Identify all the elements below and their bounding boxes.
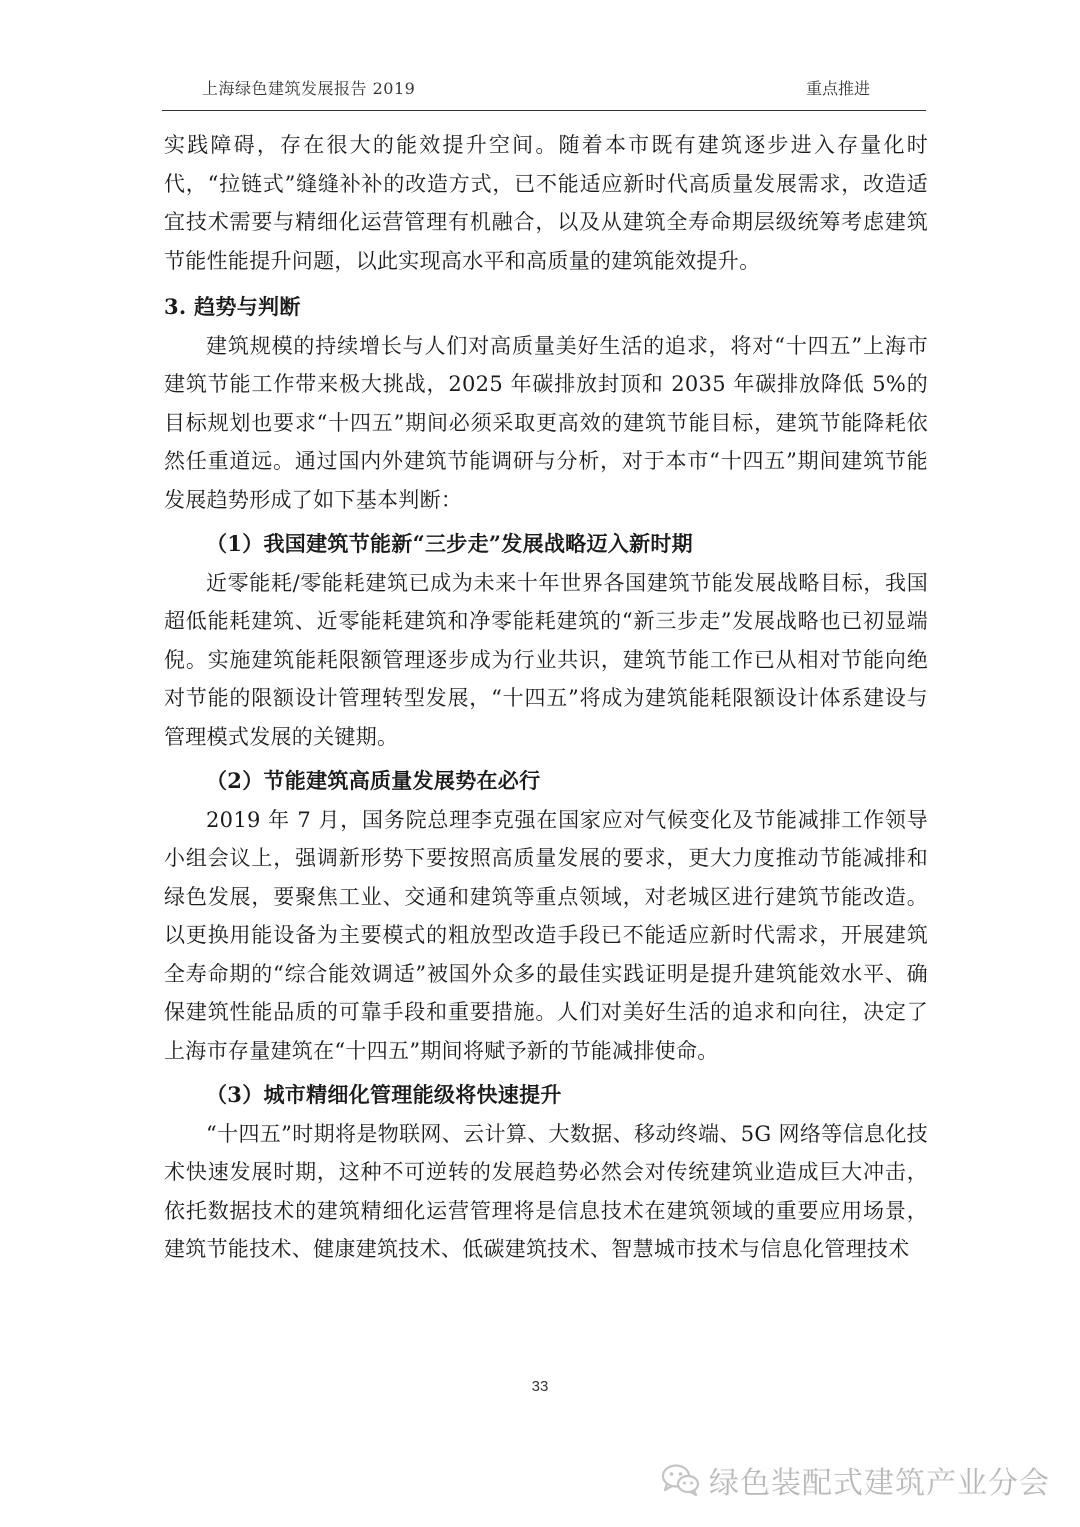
watermark-text: 绿色装配式建筑产业分会 bbox=[709, 1466, 1050, 1501]
page-header bbox=[162, 62, 926, 111]
watermark bbox=[661, 1458, 1050, 1502]
page-number: 33 bbox=[531, 1378, 549, 1395]
item-2-heading: （2）节能建筑高质量发展势在必行 bbox=[206, 768, 541, 793]
item-3-heading: （3）城市精细化管理能级将快速提升 bbox=[206, 1082, 562, 1107]
item-3-paragraph: “十四五”时期将是物联网、云计算、大数据、移动终端、5G 网络等信息化技术快速发展时期，这种不可逆转的发展趋势必然会对传统建筑业造成巨大冲击，依托数据技术的建筑精细化运营管理将是信息技术在建筑领域的重要应用场景，建筑节能技术、健康建筑技术、低碳建筑技术、智慧城市技术与信息化管理技术 bbox=[164, 1121, 928, 1261]
item-1-heading: （1）我国建筑节能新“三步走”发展战略迈入新时期 bbox=[206, 531, 693, 556]
section-heading: 3. 趋势与判断 bbox=[164, 294, 301, 319]
wechat-icon bbox=[661, 1463, 701, 1497]
section-paragraph: 建筑规模的持续增长与人们对高质量美好生活的追求，将对“十四五”上海市建筑节能工作带来极大挑战，2025 年碳排放封顶和 2035 年碳排放降低 5%的目标规划也要求“十四五”期间必须采取更高效的建筑节能目标，建筑节能降耗依然任重道远。通过国内外建筑节能调研与分析，对于本市“十四五”期间建筑节能发展趋势形成了如下基本判断： bbox=[164, 333, 928, 512]
document-body bbox=[164, 126, 928, 1269]
item-1-paragraph: 近零能耗/零能耗建筑已成为未来十年世界各国建筑节能发展战略目标，我国超低能耗建筑、近零能耗建筑和净零能耗建筑的“新三步走”发展战略也已初显端倪。实施建筑能耗限额管理逐步成为行业共识，建筑节能工作已从相对节能向绝对节能的限额设计管理转型发展，“十四五”将成为建筑能耗限额设计体系建设与管理模式发展的关键期。 bbox=[164, 570, 928, 749]
report-title: 上海绿色建筑发展报告 2019 bbox=[202, 79, 416, 98]
item-2-paragraph: 2019 年 7 月，国务院总理李克强在国家应对气候变化及节能减排工作领导小组会议上，强调新形势下要按照高质量发展的要求，更大力度推动节能减排和绿色发展，要聚焦工业、交通和建筑等重点领域，对老城区进行建筑节能改造。以更换用能设备为主要模式的粗放型改造手段已不能适应新时代需求，开展建筑全寿命期的“综合能效调适”被国外众多的最佳实践证明是提升建筑能效水平、确保建筑性能品质的可靠手段和重要措施。人们对美好生活的追求和向往，决定了上海市存量建筑在“十四五”期间将赋予新的节能减排使命。 bbox=[164, 807, 928, 1063]
intro-paragraph: 实践障碍，存在很大的能效提升空间。随着本市既有建筑逐步进入存量化时代，“拉链式”缝缝补补的改造方式，已不能适应新时代高质量发展需求，改造适宜技术需要与精细化运营管理有机融合，以及从建筑全寿命期层级统筹考虑建筑节能性能提升问题，以此实现高水平和高质量的建筑能效提升。 bbox=[164, 133, 928, 273]
section-title: 重点推进 bbox=[805, 79, 870, 98]
